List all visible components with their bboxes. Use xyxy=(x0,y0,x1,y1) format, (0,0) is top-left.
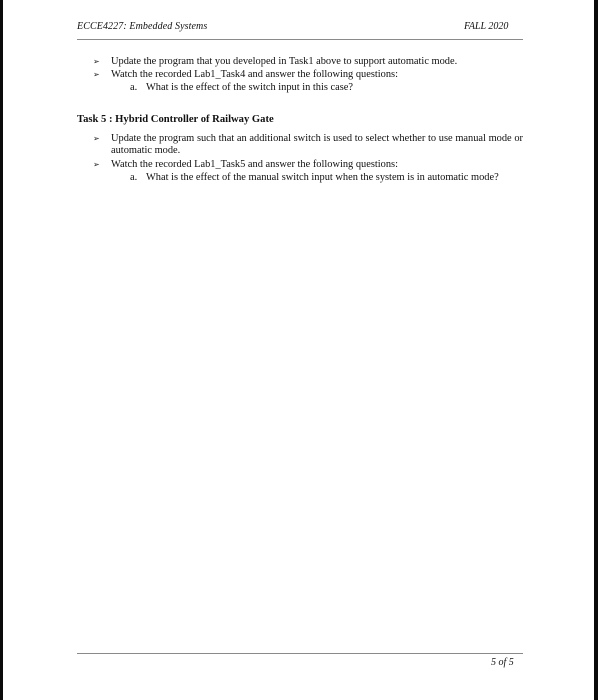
task5-bullet-1-text: Update the program such that an additional switch is used to select whether to use manual mode or automatic mode. xyxy=(111,133,523,156)
task4-question-a-text: What is the effect of the switch input in this case? xyxy=(146,82,353,93)
task4-bullet-1 xyxy=(93,56,523,68)
header-course-title: ECCE4227: Embedded Systems xyxy=(77,21,208,32)
arrowhead-bullet-icon: ➢ xyxy=(93,134,100,143)
question-marker: a. xyxy=(130,172,138,183)
footer-divider xyxy=(77,653,523,654)
task5-bullet-1 xyxy=(93,133,523,157)
right-window-border xyxy=(594,0,598,700)
task4-bullet-2-text: Watch the recorded Lab1_Task4 and answer the following questions: xyxy=(111,69,398,80)
arrowhead-bullet-icon: ➢ xyxy=(93,57,100,66)
header-divider xyxy=(77,39,523,40)
task4-question-a xyxy=(130,82,523,94)
task5-heading: Task 5 : Hybrid Controller of Railway Gate xyxy=(77,114,274,125)
question-marker: a. xyxy=(130,82,138,93)
arrowhead-bullet-icon: ➢ xyxy=(93,160,100,169)
arrowhead-bullet-icon: ➢ xyxy=(93,70,100,79)
document-page xyxy=(3,0,594,700)
task4-bullet-1-text: Update the program that you developed in Task1 above to support automatic mode. xyxy=(111,56,458,67)
page-number: 5 of 5 xyxy=(491,657,514,668)
header-term: FALL 2020 xyxy=(464,21,509,32)
task5-question-a xyxy=(130,172,523,184)
task5-question-a-text: What is the effect of the manual switch input when the system is in automatic mode? xyxy=(146,172,499,183)
task5-bullet-2-text: Watch the recorded Lab1_Task5 and answer the following questions: xyxy=(111,159,398,170)
task4-bullet-2 xyxy=(93,69,523,81)
task5-bullet-2 xyxy=(93,159,523,171)
